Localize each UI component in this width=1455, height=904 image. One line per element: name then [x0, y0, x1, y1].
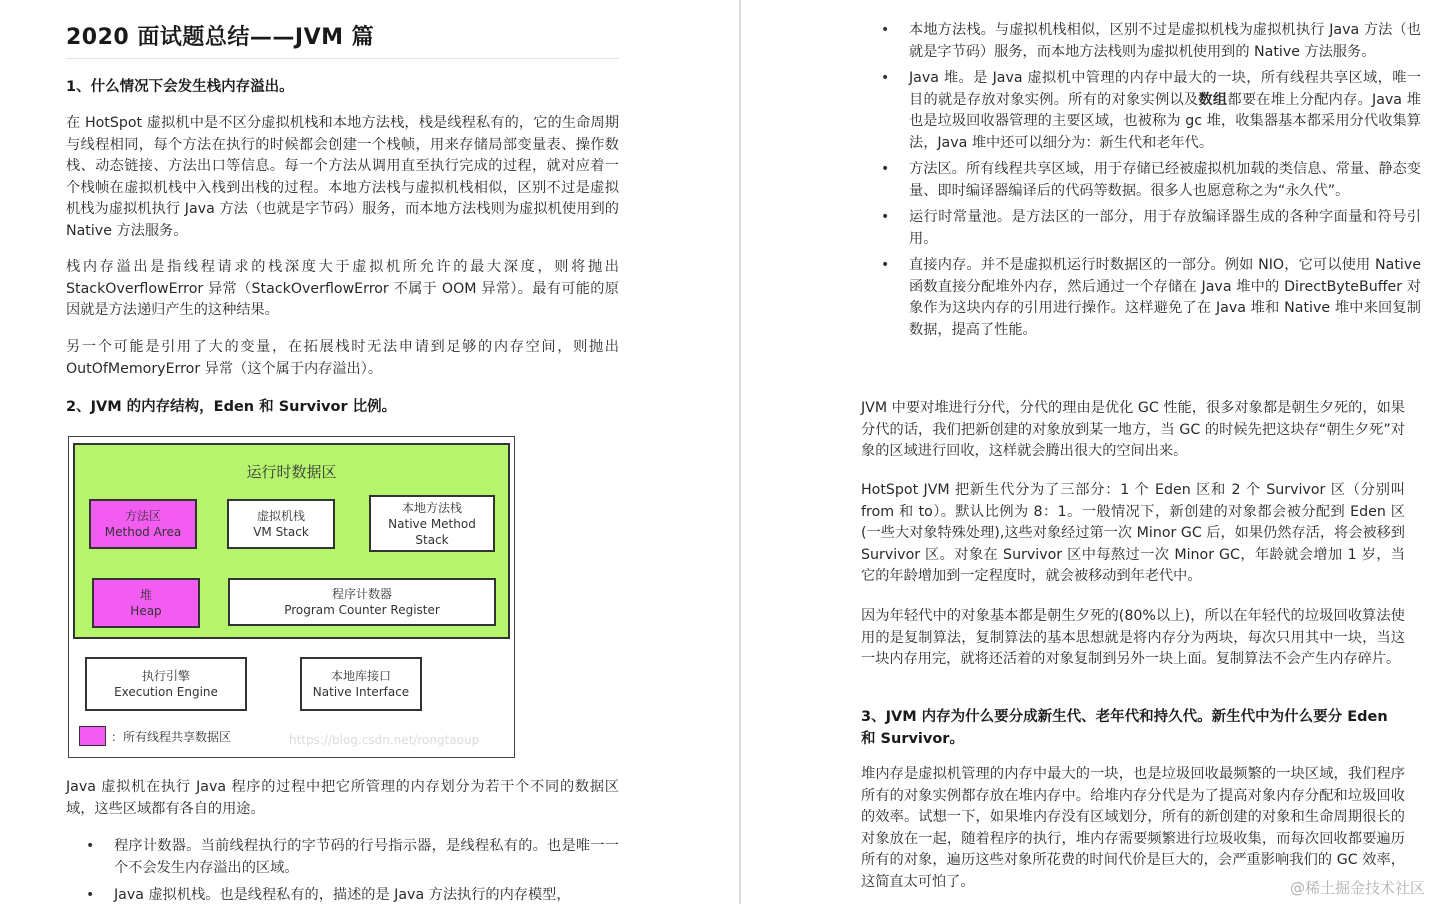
bullet-program-counter: 程序计数器。当前线程执行的字节码的行号指示器，是线程私有的。也是唯一一个不会发生内存溢出的区域。	[114, 838, 619, 876]
list-item	[66, 836, 619, 879]
list-item	[66, 885, 619, 904]
bullet-java-heap-part2: 都要在堆上分配内存。Java 堆也是垃圾回收器管理的主要区域，也被称为 gc 堆，收集器基本都采用分代收集算法，Java 堆中还可以细分为：新生代和老年代。	[909, 91, 1421, 151]
vm-stack-cn: 虚拟机栈	[256, 509, 305, 523]
corner-watermark: @稀土掘金技术社区	[1290, 879, 1426, 897]
q2-paragraph-1: Java 虚拟机在执行 Java 程序的过程中把它所管理的内存划分为若干个不同的数据区域，这些区域都有各自的用途。	[66, 779, 619, 817]
q3-heading: 3、JVM 内存为什么要分成新生代、老年代和持久代。新生代中为什么要分 Eden 和 Survivor。	[861, 709, 1388, 747]
native-interface-cn: 本地库接口	[330, 669, 391, 683]
bullet-constant-pool: 运行时常量池。是方法区的一部分，用于存放编译器生成的各种字面量和符号引用。	[909, 209, 1421, 247]
heap-en: Heap	[130, 604, 162, 618]
vm-stack-en: VM Stack	[253, 525, 309, 539]
bullet-java-heap-bold: 数组	[1198, 91, 1228, 108]
list-item	[861, 20, 1421, 63]
runtime-data-area	[73, 443, 510, 639]
jvm-memory-diagram	[68, 436, 515, 758]
runtime-data-area-title: 运行时数据区	[246, 463, 337, 481]
bullet-method-area: 方法区。所有线程共享区域，用于存储已经被虚拟机加载的类信息、常量、静态变量、即时编译器编译后的代码等数据。很多人也愿意称之为“永久代”。	[909, 161, 1421, 199]
native-stack-en-1: Native Method	[388, 516, 476, 531]
left-bullet-list	[66, 836, 619, 904]
native-method-stack-box	[369, 495, 495, 552]
heap-box	[92, 578, 200, 628]
q1-paragraph-1: 在 HotSpot 虚拟机中是不区分虚拟机栈和本地方法栈，栈是线程私有的，它的生命周期与线程相同，每个方法在执行的时候都会创建一个栈帧，用来存储局部变量表、操作数栈、动态链接、方法出口等信息。每一个方法从调用直至执行完成的过程，就对应着一个栈帧在虚拟机栈中入栈到出栈的过程。本地方法栈与虚拟机栈相似，区别不过是虚拟机栈为虚拟机执行 Java 方法（也就是字节码）服务，而本地方法栈则为虚拟机使用到的 Native 方法服务。	[66, 115, 619, 239]
q1-heading: 1、什么情况下会发生栈内存溢出。	[66, 79, 294, 95]
bullet-native-method-stack: 本地方法栈。与虚拟机栈相似，区别不过是虚拟机栈为虚拟机执行 Java 方法（也就是字节码）服务，而本地方法栈则为虚拟机使用到的 Native 方法服务。	[909, 22, 1421, 60]
right-paragraph-3: 因为年轻代中的对象基本都是朝生夕死的(80%以上)，所以在年轻代的垃圾回收算法使用的是复制算法，复制算法的基本思想就是将内存分为两块，每次只用其中一块，当这一块内存用完，就将还活着的对象复制到另外一块上面。复制算法不会产生内存碎片。	[861, 608, 1405, 667]
document-title: 2020 面试题总结——JVM 篇	[66, 25, 375, 50]
q2-heading: 2、JVM 的内存结构，Eden 和 Survivor 比例。	[66, 399, 397, 415]
right-paragraph-4: 堆内存是虚拟机管理的内存中最大的一块，也是垃圾回收最频繁的一块区域，我们程序所有的对象实例都存放在堆内存中。给堆内存分代是为了提高对象内存分配和垃圾回收的效率。试想一下，如果堆内存没有区域划分，所有的新创建的对象和生命周期很长的对象放在一起，随着程序的执行，堆内存需要频繁进行垃圾收集，而每次回收都要遍历所有的对象，遍历这些对象所花费的时间代价是巨大的，会严重影响我们的 GC 效率，这简直太可怕了。	[861, 766, 1405, 890]
legend-label: ：所有线程共享数据区	[111, 730, 232, 744]
method-area-box	[89, 499, 197, 549]
list-item	[861, 255, 1421, 341]
program-counter-box	[228, 578, 496, 626]
bullet-java-vm-stack: Java 虚拟机栈。也是线程私有的，描述的是 Java 方法执行的内存模型，	[114, 887, 571, 903]
execution-engine-cn: 执行引擎	[141, 669, 190, 683]
bullet-direct-memory: 直接内存。并不是虚拟机运行时数据区的一部分。例如 NIO，它可以使用 Native 函数直接分配堆外内存，然后通过一个存储在 Java 堆中的 DirectByteBuffer 对象作为这块内存的引用进行操作。这样避免了在 Java 堆和 Native 堆中来回复制数据，提高了性能。	[909, 257, 1421, 338]
native-stack-en-2: Stack	[415, 532, 449, 547]
q1-paragraph-2: 栈内存溢出是指线程请求的栈深度大于虚拟机所允许的最大深度，则将抛出 StackOverflowError 异常（StackOverflowError 不属于 OOM 异常）。最有可能的原因就是方法递归产生的这种结果。	[66, 259, 619, 318]
vm-stack-box	[227, 499, 335, 549]
right-bullet-list	[861, 20, 1421, 341]
legend-swatch	[79, 726, 106, 746]
method-area-cn: 方法区	[124, 509, 161, 523]
right-paragraph-2: HotSpot JVM 把新生代分为了三部分：1 个 Eden 区和 2 个 Survivor 区（分别叫 from 和 to）。默认比例为 8：1。一般情况下，新创建的对象都会被分配到 Eden 区(一些大对象特殊处理),这些对象经过第一次 Minor GC 后，如果仍然存活，将会被移到 Survivor 区。对象在 Survivor 区中每熬过一次 Minor GC，年龄就会增加 1 岁，当它的年龄增加到一定程度时，就会被移动到年老代中。	[861, 482, 1405, 584]
execution-engine-en: Execution Engine	[114, 685, 218, 699]
right-paragraph-1: JVM 中要对堆进行分代，分代的理由是优化 GC 性能，很多对象都是朝生夕死的，如果分代的话，我们把新创建的对象放到某一地方，当 GC 的时候先把这块存“朝生夕死”对象的区域进行回收，这样就会腾出很大的空间出来。	[861, 400, 1405, 459]
bullet-java-heap-part1: Java 堆。是 Java 虚拟机中管理的内存中最大的一块，所有线程共享区域，唯一目的就是存放对象实例。所有的对象实例以及	[909, 70, 1421, 108]
method-area-en: Method Area	[104, 525, 182, 539]
native-stack-cn: 本地方法栈	[401, 500, 462, 515]
title-divider	[66, 58, 619, 59]
list-item	[861, 159, 1421, 202]
execution-engine-box	[85, 657, 247, 711]
list-item	[861, 68, 1421, 154]
program-counter-en: Program Counter Register	[284, 603, 440, 617]
list-item	[861, 207, 1421, 250]
heap-cn: 堆	[139, 588, 152, 602]
program-counter-cn: 程序计数器	[331, 587, 392, 601]
q1-paragraph-3: 另一个可能是引用了大的变量，在拓展栈时无法申请到足够的内存空间，则抛出 OutOfMemoryError 异常（这个属于内存溢出）。	[66, 339, 619, 377]
native-interface-en: Native Interface	[312, 685, 410, 699]
right-page	[741, 0, 1455, 904]
diagram-watermark: https://blog.csdn.net/rongtaoup	[289, 733, 480, 747]
native-interface-box	[300, 657, 422, 711]
